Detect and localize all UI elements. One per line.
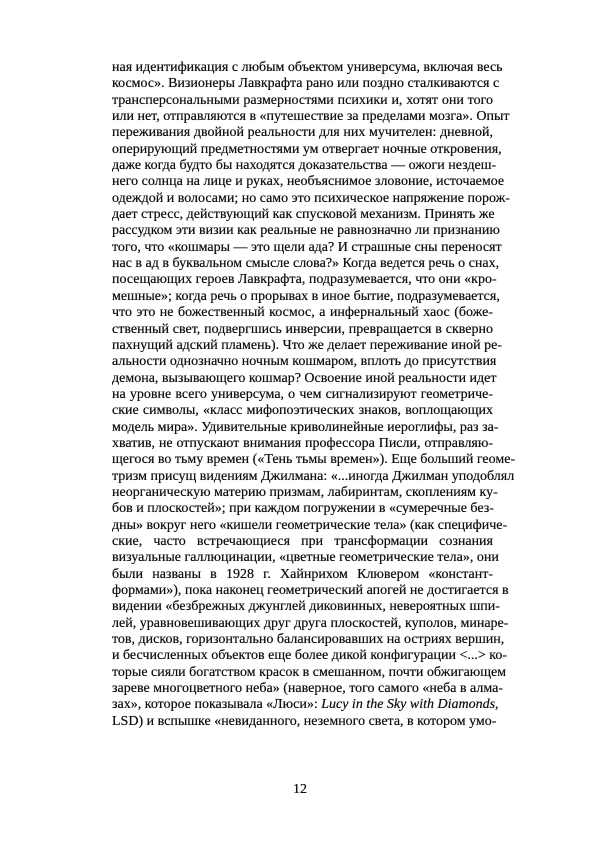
- text-line: на уровне всего универсума, о чем сигнализируют геометриче-: [112, 386, 493, 402]
- text-line: альности однозначно ночным кошмаром, вплоть до присутствия: [112, 354, 497, 370]
- text-line: и бесчисленных объектов еще более дикой конфигурации <...> ко-: [112, 648, 508, 664]
- text-line: даже когда будто бы находятся доказательства — ожоги нездеш-: [112, 158, 497, 174]
- text-line: мешные»; когда речь о прорывах в иное бытие, подразумевается,: [112, 288, 500, 304]
- text-line: дает стресс, действующий как спусковой механизм. Принять же: [112, 207, 495, 223]
- text-line: или нет, отправляются в «путешествие за пределами мозга». Опыт: [112, 109, 510, 125]
- text-line: переживания двойной реальности для них мучителен: дневной,: [112, 125, 493, 141]
- text-segment: ,: [495, 697, 499, 713]
- text-line: хватив, не отпускают внимания профессора Писли, отправляю-: [112, 435, 493, 451]
- page-number: 12: [293, 782, 307, 797]
- text-line: тризм присущ видениям Джилмана: «...иногда Джилман уподоблял: [112, 468, 515, 484]
- text-line: демона, вызывающего кошмар? Освоение иной реальности идет: [112, 370, 497, 386]
- text-line: оперирующий предметностями ум отвергает ночные откровения,: [112, 141, 502, 157]
- text-line: LSD) и вспышке «невиданного, неземного света, в котором умо-: [112, 713, 497, 729]
- text-line: ские, часто встречающиеся при трансформации сознания: [112, 533, 493, 549]
- text-line: неорганическую материю призмам, лабиринтам, скоплениям ку-: [112, 484, 498, 500]
- text-line: щегося во тьму времен («Тень тьмы времен»). Еще больший геоме-: [112, 452, 516, 468]
- text-line: формами»), пока наконец геометрический апогей не достигается в: [112, 583, 509, 598]
- text-line: дны» вокруг него «кишели геометрические тела» (как специфиче-: [112, 517, 508, 533]
- text-line: ная идентификация с любым объектом универсума, включая весь: [112, 60, 503, 75]
- text-line: модель мира». Удивительные криволинейные иероглифы, раз за-: [112, 419, 499, 435]
- text-line: одеждой и волосами; но само это психическое напряжение порож-: [112, 190, 510, 206]
- text-line: нас в ад в буквальном смысле слова?» Когда ведется речь о снах,: [112, 256, 500, 272]
- text-line: него солнца на лице и руках, необъяснимое зловоние, источаемое: [112, 174, 505, 190]
- text-line: что это не божественный космос, а инфернальный хаос (боже-: [112, 305, 493, 321]
- text-line: визуальные галлюцинации, «цветные геометрические тела», они: [112, 550, 499, 566]
- text-line: торые сияли богатством красок в смешанном, почти обжигающем: [112, 664, 507, 680]
- text-line: рассудком эти визии как реальные не равнозначно ли признанию: [112, 223, 500, 239]
- body-text: [112, 60, 516, 730]
- text-line: [112, 697, 499, 713]
- text-line: лей, уравновешивающих друг друга плоскостей, куполов, минаре-: [112, 615, 509, 631]
- text-segment: зах», которое показывала «Люси»:: [112, 697, 322, 713]
- text-line: были названы в 1928 г. Хайнрихом Клювером «констант-: [112, 566, 493, 582]
- text-line: видении «безбрежных джунглей диковинных, невероятных шпи-: [112, 599, 500, 615]
- text-line: зареве многоцветного неба» (наверное, того самого «неба в алма-: [112, 681, 504, 697]
- text-line: трансперсональными размерностями психики и, хотят они того: [112, 92, 493, 108]
- text-line: пахнущий адский пламень). Что же делает переживание иной ре-: [112, 337, 502, 353]
- text-line: тов, дисков, горизонтально балансировавших на остриях вершин,: [112, 632, 505, 648]
- italic-title: Lucy in the Sky with Diamonds: [321, 697, 496, 713]
- text-line: бов и плоскостей»; при каждом погружении в «сумеречные без-: [112, 501, 494, 517]
- text-line: того, что «кошмары — это щели ада? И страшные сны переносят: [112, 239, 502, 255]
- text-line: ственный свет, подвергшись инверсии, превращается в скверно: [112, 321, 493, 337]
- text-line: космос». Визионеры Лавкрафта рано или поздно сталкиваются с: [112, 76, 500, 92]
- text-line: ские символы, «класс мифопоэтических знаков, воплощающих: [112, 403, 493, 419]
- text-line: посещающих героев Лавкрафта, подразумевается, что они «кро-: [112, 272, 497, 288]
